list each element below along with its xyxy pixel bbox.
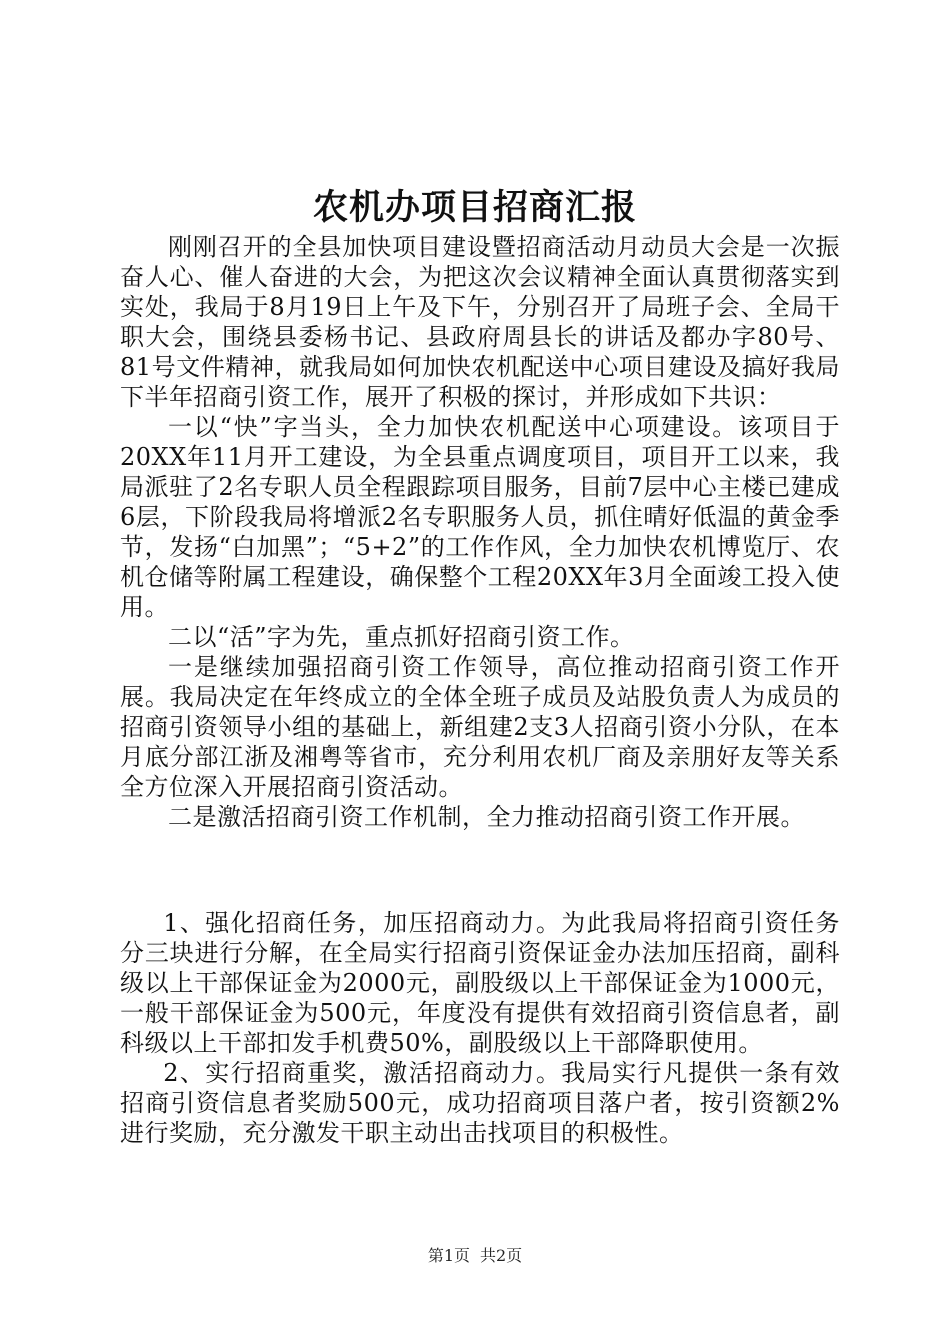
- list-item: 2、实行招商重奖，激活招商动力。我局实行凡提供一条有效招商引资信息者奖励500元，成功招商项目落户者，按引资额2%进行奖励，充分激发干职主动出击找项目的积极性。: [120, 1059, 840, 1147]
- list-item: 1、强化招商任务，加压招商动力。为此我局将招商引资任务分三块进行分解，在全局实行招商引资保证金办法加压招商，副科级以上干部保证金为2000元，副股级以上干部保证金为1000元，一般干部保证金为500元，年度没有提供有效招商引资信息者，副科级以上干部扣发手机费50%，副股级以上干部降职使用。: [120, 909, 840, 1057]
- page-number: 第1页: [427, 1246, 470, 1265]
- document-body: [120, 232, 840, 832]
- paragraph: 一以“快”字当头，全力加快农机配送中心项建设。该项目于20XX年11月开工建设，为全县重点调度项目，项目开工以来，我局派驻了2名专职人员全程跟踪项目服务，目前7层中心主楼已建成6层，下阶段我局将增派2名专职服务人员，抓住晴好低温的黄金季节，发扬“白加黑”；“5+2”的工作作风，全力加快农机博览厅、农机仓储等附属工程建设，确保整个工程20XX年3月全面竣工投入使用。: [120, 413, 840, 621]
- paragraph: 一是继续加强招商引资工作领导，高位推动招商引资工作开展。我局决定在年终成立的全体全班子成员及站股负责人为成员的招商引资领导小组的基础上，新组建2支3人招商引资小分队，在本月底分部江浙及湘粤等省市，充分利用农机厂商及亲朋好友等关系全方位深入开展招商引资活动。: [120, 653, 840, 801]
- page-total: 共2页: [480, 1246, 523, 1265]
- paragraph: 二是激活招商引资工作机制，全力推动招商引资工作开展。: [168, 803, 805, 831]
- page-footer: [0, 1246, 950, 1266]
- paragraph: 刚刚召开的全县加快项目建设暨招商活动月动员大会是一次振奋人心、催人奋进的大会，为把这次会议精神全面认真贯彻落实到实处，我局于8月19日上午及下午，分别召开了局班子会、全局干职大会，围绕县委杨书记、县政府周县长的讲话及都办字80号、81号文件精神，就我局如何加快农机配送中心项目建设及搞好我局下半年招商引资工作，展开了积极的探讨，并形成如下共识：: [120, 233, 840, 411]
- paragraph: 二以“活”字为先，重点抓好招商引资工作。: [168, 623, 635, 651]
- document-title: 农机办项目招商汇报: [312, 187, 637, 228]
- numbered-list: [120, 908, 840, 1148]
